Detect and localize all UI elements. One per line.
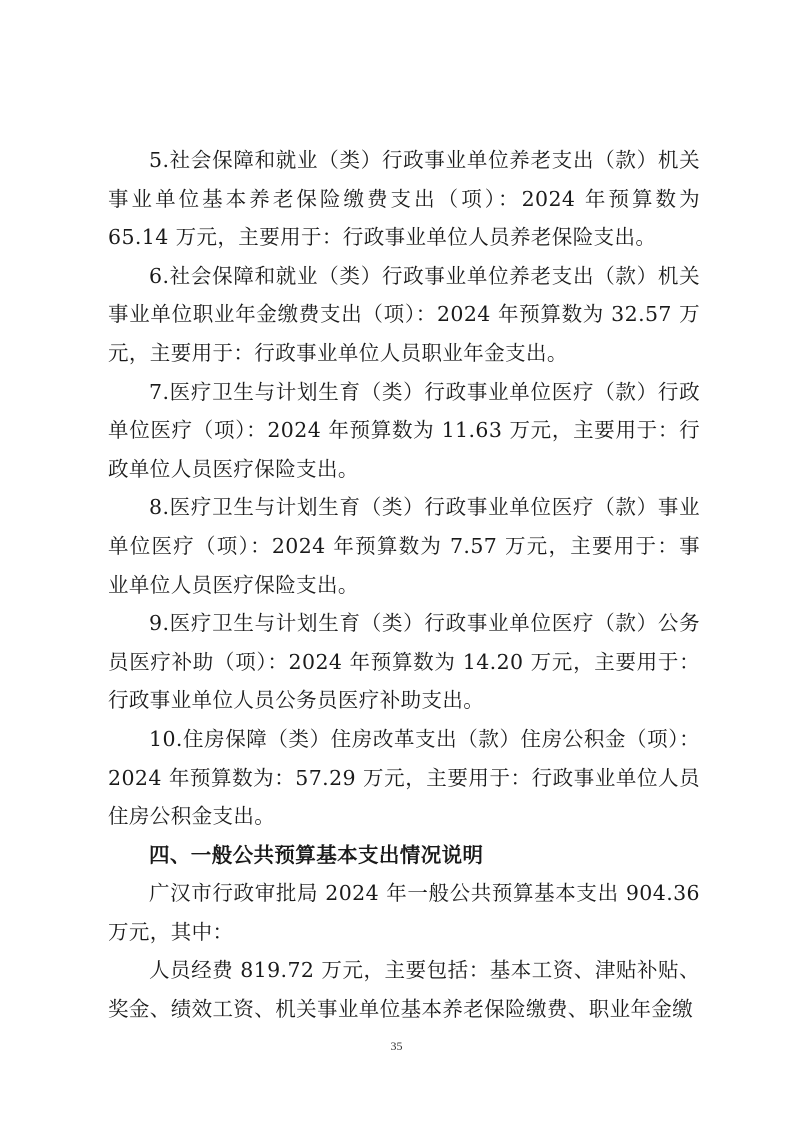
paragraph-item-9: 9.医疗卫生与计划生育（类）行政事业单位医疗（款）公务员医疗补助（项）：2024 年预算数为 14.20 万元，主要用于：行政事业单位人员公务员医疗补助支出。 xyxy=(108,611,700,713)
paragraph-item-6: 6.社会保障和就业（类）行政事业单位养老支出（款）机关事业单位职业年金缴费支出（项）：2024 年预算数为 32.57 万元，主要用于：行政事业单位人员职业年金支出。 xyxy=(108,263,700,365)
paragraph-item-10: 10.住房保障（类）住房改革支出（款）住房公积金（项）：2024 年预算数为：57.29 万元，主要用于：行政事业单位人员住房公积金支出。 xyxy=(108,726,700,829)
paragraph-basic-expenditure: 广汉市行政审批局 2024 年一般公共预算基本支出 904.36 万元，其中： xyxy=(108,881,700,944)
paragraph-item-5: 5.社会保障和就业（类）行政事业单位养老支出（款）机关事业单位基本养老保险缴费支出（项）：2024 年预算数为 65.14 万元，主要用于：行政事业单位人员养老保险支出。 xyxy=(108,148,700,250)
page-number: 35 xyxy=(390,1039,403,1053)
document-body xyxy=(108,141,700,1029)
paragraph-item-7: 7.医疗卫生与计划生育（类）行政事业单位医疗（款）行政单位医疗（项）：2024 年预算数为 11.63 万元，主要用于：行政单位人员医疗保险支出。 xyxy=(108,379,700,481)
paragraph-item-8: 8.医疗卫生与计划生育（类）行政事业单位医疗（款）事业单位医疗（项）：2024 年预算数为 7.57 万元，主要用于：事业单位人员医疗保险支出。 xyxy=(108,495,700,597)
section-heading: 四、一般公共预算基本支出情况说明 xyxy=(149,842,484,867)
paragraph-personnel-expenses: 人员经费 819.72 万元，主要包括：基本工资、津贴补贴、奖金、绩效工资、机关事业单位基本养老保险缴费、职业年金缴 xyxy=(108,958,700,1022)
